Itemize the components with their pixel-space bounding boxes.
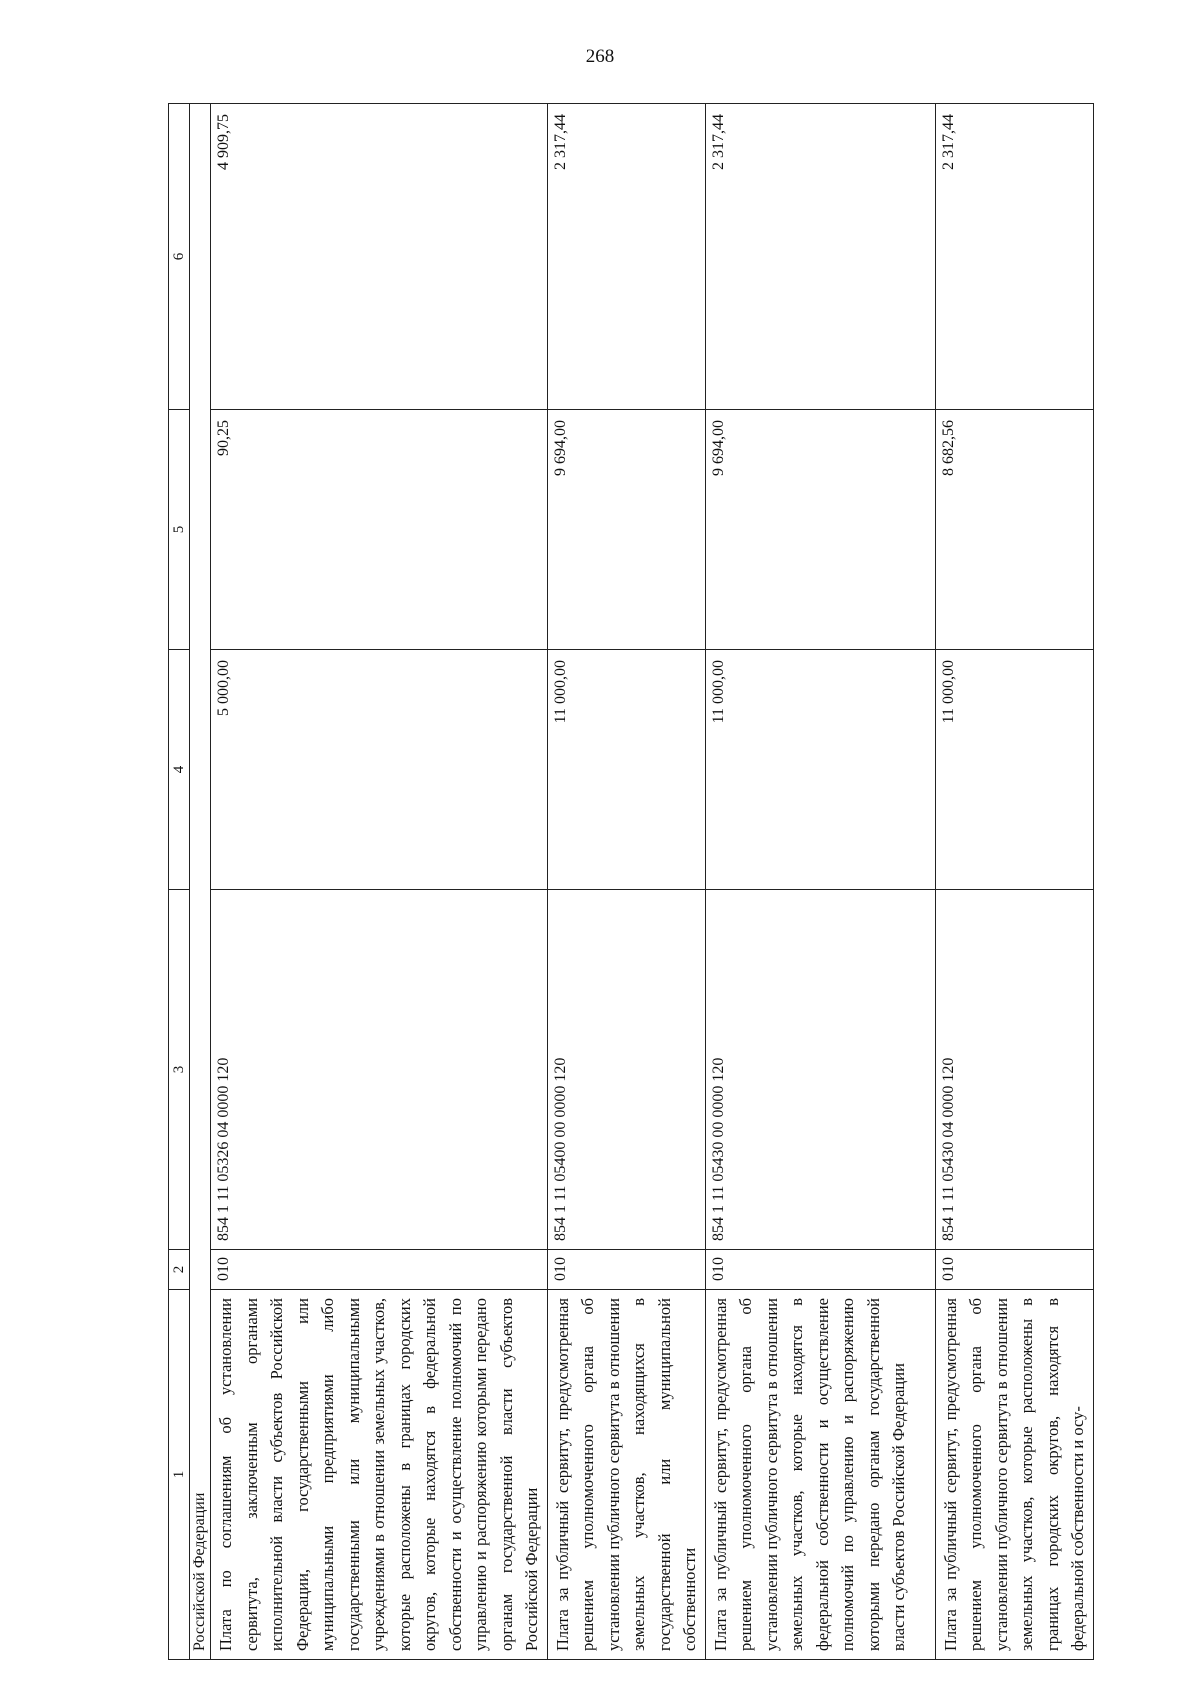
row-code: 854 1 11 05326 04 0000 120 xyxy=(211,890,548,1250)
row-col6: 2 317,44 xyxy=(935,104,1093,410)
row-description: Плата за публичный сервитут, предусмотренная решением уполномоченного органа об установлении публичного сервитута в отношении земельных участков, которые расположены в границах городских округов, находятся в федеральной собственности и осу- xyxy=(935,1290,1093,1660)
row-col2: 010 xyxy=(547,1250,705,1290)
column-header-1: 1 xyxy=(169,1290,190,1660)
row-col4: 11 000,00 xyxy=(935,650,1093,890)
row-col2: 010 xyxy=(935,1250,1093,1290)
row-code: 854 1 11 05430 04 0000 120 xyxy=(935,890,1093,1250)
row-col4: 11 000,00 xyxy=(705,650,935,890)
table-row xyxy=(547,104,705,1660)
table-row xyxy=(705,104,935,1660)
row-description: Плата по соглашениям об установлении сервитута, заключенным органами исполнительной власти субъектов Российской Федерации, государственными или муниципальными предприятиями либо государственными или муниципальными учреждениями в отношении земельных участков, которые расположены в границах городских округов, которые находятся в федеральной собственности и осуществление полномочий по управлению и распоряжению которыми передано органам государственной власти субъектов Российской Федерации xyxy=(211,1290,548,1660)
section-row xyxy=(190,104,211,1660)
column-number-row xyxy=(169,104,190,1660)
row-col6: 2 317,44 xyxy=(705,104,935,410)
column-header-6: 6 xyxy=(169,104,190,410)
section-label: Российской Федерации xyxy=(190,1290,211,1660)
column-header-2: 2 xyxy=(169,1250,190,1290)
row-col6: 4 909,75 xyxy=(211,104,548,410)
table-row xyxy=(935,104,1093,1660)
table-row xyxy=(211,104,548,1660)
row-col6: 2 317,44 xyxy=(547,104,705,410)
column-header-3: 3 xyxy=(169,890,190,1250)
row-col5: 8 682,56 xyxy=(935,410,1093,650)
column-header-4: 4 xyxy=(169,650,190,890)
column-header-5: 5 xyxy=(169,410,190,650)
row-col5: 90,25 xyxy=(211,410,548,650)
row-code: 854 1 11 05430 00 0000 120 xyxy=(705,890,935,1250)
row-col5: 9 694,00 xyxy=(547,410,705,650)
row-col4: 11 000,00 xyxy=(547,650,705,890)
section-empty xyxy=(190,104,211,1290)
row-col2: 010 xyxy=(211,1250,548,1290)
page-number: 268 xyxy=(585,46,615,67)
row-col4: 5 000,00 xyxy=(211,650,548,890)
row-col5: 9 694,00 xyxy=(705,410,935,650)
row-code: 854 1 11 05400 00 0000 120 xyxy=(547,890,705,1250)
rotated-table-wrapper xyxy=(168,104,1093,1660)
budget-table xyxy=(168,103,1094,1660)
row-col2: 010 xyxy=(705,1250,935,1290)
row-description: Плата за публичный сервитут, предусмотренная решением уполномоченного органа об установлении публичного сервитута в отношении земельных участков, которые находятся в федеральной собственности и осуществление полномочий по управлению и распоряжению которыми передано органам государственной власти субъектов Российской Федерации xyxy=(705,1290,935,1660)
row-description: Плата за публичный сервитут, предусмотренная решением уполномоченного органа об установлении публичного сервитута в отношении земельных участков, находящихся в государственной или муниципальной собственности xyxy=(547,1290,705,1660)
